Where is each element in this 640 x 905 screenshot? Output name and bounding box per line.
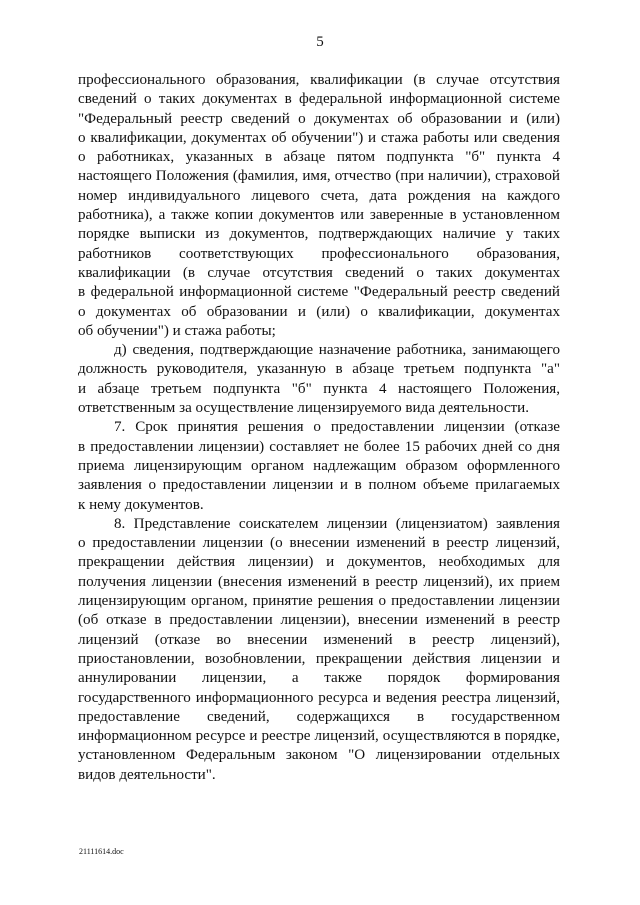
text-line: о квалификации, документах об обучении") и стажа работы или сведения [78,129,560,146]
text-line: об обучении") и стажа работы; [78,322,276,339]
text-line: 8. Представление соискателем лицензии (лицензиатом) заявления [114,515,560,532]
text-line: к нему документов. [78,496,204,513]
text-line: ответственным за осуществление лицензируемого вида деятельности. [78,400,529,417]
paragraph [78,71,560,341]
text-line: предоставление сведений, содержащихся в государственном [78,708,560,725]
text-line: номер индивидуального лицевого счета, дата рождения на каждого [78,187,560,204]
text-line: о предоставлении лицензии (о внесении изменений в реестр лицензий, [78,535,560,552]
text-line: должность руководителя, указанную в абзаце третьем подпункта "а" [78,361,560,378]
text-line: получения лицензии (внесения изменений в реестр лицензий), их прием [78,573,560,590]
text-line: о документах об образовании и (или) о квалификации, документах [78,303,560,320]
text-line: приема лицензирующим органом надлежащим образом оформленного [78,457,560,474]
text-line: информационном ресурсе и реестре лицензий, осуществляются в порядке, [78,728,560,745]
document-body [78,71,560,785]
page-number: 5 [316,34,324,50]
paragraph [78,418,560,514]
text-line: порядке выписки из документов, подтверждающих наличие у таких [78,226,560,243]
text-line: лицензирующим органом, принятие решения о предоставлении лицензии [78,593,560,610]
text-line: "Федеральный реестр сведений о документах об образовании и (или) [78,110,560,127]
text-line: в предоставлении лицензии) составляет не более 15 рабочих дней со дня [78,438,560,455]
text-line: в федеральной информационной системе "Федеральный реестр сведений [78,284,560,301]
text-line: работников соответствующих профессионального образования, [78,245,560,262]
text-line: государственного информационного ресурса и ведения реестра лицензий, [78,689,560,706]
text-line: профессионального образования, квалификации (в случае отсутствия [78,72,560,88]
text-line: сведений о таких документах в федеральной информационной системе [78,91,560,108]
footer-filename: 21111614.doc [79,847,124,856]
paragraph [78,341,560,418]
text-line: 7. Срок принятия решения о предоставлении лицензии (отказе [114,419,560,436]
text-line: установленном Федеральным законом "О лицензировании отдельных [78,747,560,764]
text-line: и абзаце третьем подпункта "б" пункта 4 настоящего Положения, [78,380,560,397]
text-line: заявления о предоставлении лицензии и в полном объеме прилагаемых [78,477,560,494]
text-line: работника), а также копии документов или заверенные в установленном [78,207,560,224]
text-line: лицензий (отказе во внесении изменений в реестр лицензий), [78,631,560,648]
text-line: о работниках, указанных в абзаце пятом подпункта "б" пункта 4 [78,149,560,166]
text-line: настоящего Положения (фамилия, имя, отчество (при наличии), страховой [78,168,560,185]
text-line: видов деятельности". [78,766,216,783]
text-line: (об отказе в предоставлении лицензии), внесении изменений в реестр [78,612,560,629]
text-line: аннулировании лицензии, а также порядок формирования [78,670,560,687]
text-line: квалификации (в случае отсутствия сведений о таких документах [78,264,560,281]
paragraph [78,515,560,785]
text-line: прекращении действия лицензии) и документов, необходимых для [78,554,560,571]
text-line: д) сведения, подтверждающие назначение работника, занимающего [114,342,560,359]
text-line: приостановлении, возобновлении, прекращении действия лицензии и [78,650,560,667]
